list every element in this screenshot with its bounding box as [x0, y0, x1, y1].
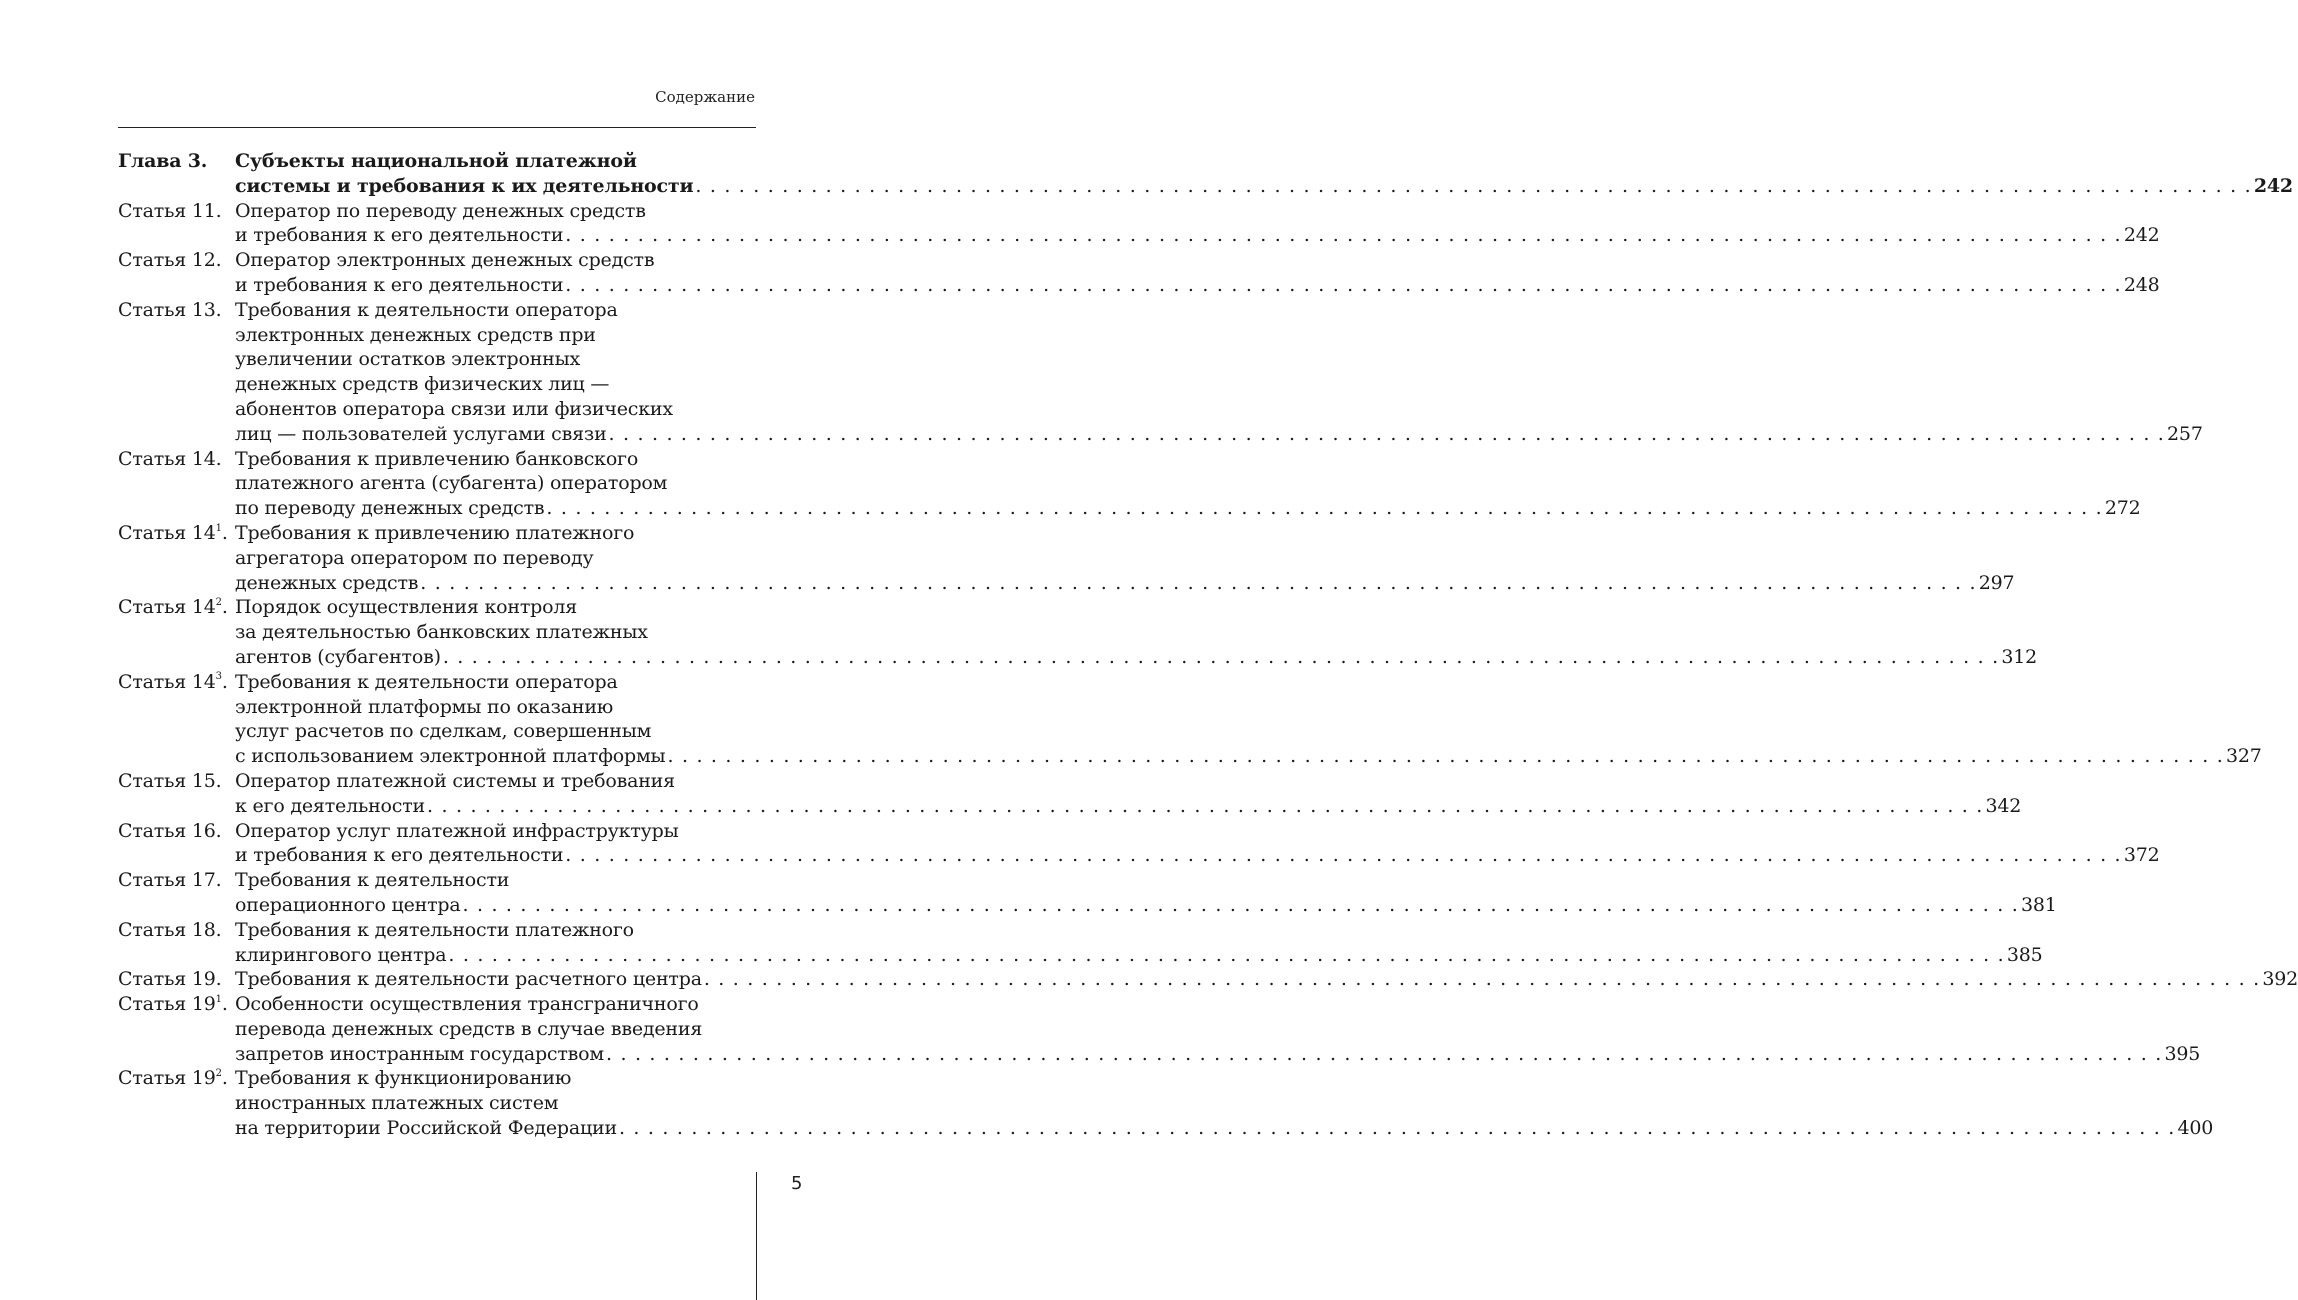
toc-entry-title — [235, 1066, 2214, 1140]
header-rule — [118, 127, 756, 128]
toc-entry-title-line: денежных средств — [235, 571, 419, 594]
toc-entry-title — [235, 868, 2057, 918]
toc-leader-dots — [665, 744, 2226, 769]
toc-leader-dots — [446, 943, 2007, 968]
toc-entry-page: 297 — [1978, 571, 2015, 594]
toc-entry — [118, 670, 2262, 769]
toc-entry — [118, 1066, 2214, 1140]
toc-entry-label-text: Статья 19 — [118, 993, 216, 1016]
toc-entry-title — [235, 248, 2160, 298]
toc-entry-title-line: Оператор электронных денежных средств — [235, 249, 655, 272]
toc-entry-title-line: запретов иностранным государством — [235, 1042, 604, 1065]
toc-entry-title-line: Требования к функционированию — [235, 1067, 572, 1090]
toc-entry-title-line: услуг расчетов по сделкам, совершенным — [235, 720, 652, 743]
toc-entry-title-line: на территории Российской Федерации — [235, 1117, 617, 1140]
toc-entry-title — [235, 967, 2298, 992]
toc-entry-title-line: платежного агента (субагента) оператором — [235, 472, 668, 495]
toc-entry-label: Статья $14^3$. — [118, 670, 228, 693]
toc-entry-page: 372 — [2123, 844, 2160, 867]
toc-entry — [118, 769, 2022, 819]
toc-entry-label: Статья $14^1$. — [118, 521, 228, 544]
toc-entry-label — [118, 149, 235, 199]
page-number: 5 — [791, 1173, 803, 1194]
toc-entry-label-text: Статья 19 — [118, 1067, 216, 1090]
toc-leader-dots — [563, 843, 2124, 868]
toc-entry-title-line: агентов (субагентов) — [235, 645, 441, 668]
toc-entry-page: 395 — [2164, 1042, 2201, 1065]
toc-entry-title — [235, 819, 2160, 869]
toc-entry-label — [118, 918, 235, 968]
toc-entry-label-superscript: 1 — [215, 522, 222, 534]
toc-entry-page: 272 — [2104, 497, 2141, 520]
toc-entry-title-line: клирингового центра — [235, 943, 447, 966]
toc-entry-title-line: и требования к его деятельности — [235, 224, 564, 247]
toc-entry-title — [235, 670, 2262, 769]
toc-entry-title-line: денежных средств физических лиц — — [235, 373, 610, 396]
toc-entry-label-superscript: 2 — [215, 1068, 222, 1080]
toc-entry-title-line: Порядок осуществления контроля — [235, 596, 578, 619]
margin-rule — [756, 1172, 757, 1300]
toc-entry-title — [235, 992, 2201, 1066]
toc-entry — [118, 298, 2203, 447]
toc-entry-title — [235, 447, 2141, 521]
toc-entry-title-line: Требования к деятельности — [235, 869, 510, 892]
toc-entry-page: 400 — [2177, 1117, 2214, 1140]
toc-entry-page: 242 — [2253, 174, 2293, 197]
toc-entry-page: 385 — [2006, 943, 2043, 966]
toc-leader-dots — [461, 893, 2022, 918]
toc-leader-dots — [607, 422, 2168, 447]
toc-entry-title-line: операционного центра — [235, 893, 461, 916]
toc-leader-dots — [563, 223, 2124, 248]
toc-entry-label-text: Статья 16. — [118, 819, 222, 842]
toc-entry — [118, 967, 2298, 992]
toc-entry-label-text: Статья 14 — [118, 521, 216, 544]
toc-leader-dots — [441, 645, 2002, 670]
toc-entry-page: 312 — [2001, 645, 2037, 668]
toc-entry-page: 381 — [2021, 893, 2057, 916]
toc-entry-title-line: Требования к деятельности расчетного центра — [235, 968, 702, 991]
toc-entry-label-text: Статья 14 — [118, 596, 216, 619]
toc-entry-label — [118, 298, 235, 447]
toc-entry-label-text: Статья 14 — [118, 670, 216, 693]
toc-entry-title-line: системы и требования к их деятельности — [235, 174, 694, 197]
toc-entry-title-line: Оператор услуг платежной инфраструктуры — [235, 819, 679, 842]
toc-entry-title-line: к его деятельности — [235, 794, 426, 817]
toc-entry-title — [235, 199, 2160, 249]
toc-entry-title — [235, 918, 2043, 968]
toc-entry-title-line: лиц — пользователей услугами связи — [235, 422, 607, 445]
toc-entry-title — [235, 149, 2293, 199]
table-of-contents — [118, 149, 2298, 1141]
toc-entry-label — [118, 967, 235, 992]
toc-entry-title-line: агрегатора оператором по переводу — [235, 546, 594, 569]
toc-entry-title-line: с использованием электронной платформы — [235, 745, 666, 768]
toc-entry-label — [118, 819, 235, 869]
toc-leader-dots — [693, 174, 2254, 199]
toc-entry-page: 342 — [1985, 794, 2022, 817]
toc-entry-title-line: абонентов оператора связи или физических — [235, 397, 673, 420]
toc-entry — [118, 992, 2201, 1066]
toc-leader-dots — [604, 1042, 2165, 1067]
toc-chapter-entry — [118, 149, 2293, 199]
toc-entry-title — [235, 769, 2022, 819]
toc-entry-label — [118, 199, 235, 249]
toc-entry-title-line: по переводу денежных средств — [235, 497, 545, 520]
toc-entry-page: 248 — [2123, 273, 2160, 296]
toc-entry — [118, 918, 2043, 968]
toc-entry-label-superscript: 1 — [215, 993, 222, 1005]
toc-leader-dots — [563, 273, 2124, 298]
toc-entry-title-line: Субъекты национальной платежной — [235, 150, 637, 172]
toc-entry-title-line: увеличении остатков электронных — [235, 348, 581, 371]
toc-entry — [118, 521, 2015, 595]
toc-entry-title-line: электронной платформы по оказанию — [235, 695, 614, 718]
toc-entry-label-superscript: 3 — [215, 671, 222, 683]
toc-entry-label — [118, 447, 235, 521]
toc-entry-title-line: перевода денежных средств в случае введения — [235, 1017, 703, 1040]
toc-entry-label — [118, 769, 235, 819]
toc-entry-label-text: Статья 15. — [118, 769, 222, 792]
toc-entry — [118, 819, 2160, 869]
toc-entry-title-line: и требования к его деятельности — [235, 273, 564, 296]
toc-entry-title-line: Оператор по переводу денежных средств — [235, 199, 646, 222]
toc-entry — [118, 447, 2141, 521]
toc-entry-label-text: Статья 19. — [118, 968, 222, 991]
toc-entry-page: 242 — [2123, 224, 2160, 247]
toc-entry-title-line: Особенности осуществления трансграничного — [235, 993, 699, 1016]
toc-entry-title-line: за деятельностью банковских платежных — [235, 621, 648, 644]
toc-entry-title-line: Требования к деятельности оператора — [235, 670, 618, 693]
toc-entry-label-text: Статья 12. — [118, 249, 222, 272]
toc-entry-label-superscript: 2 — [215, 597, 222, 609]
toc-entry-page: 327 — [2226, 745, 2262, 768]
toc-entry-label-text: Статья 17. — [118, 869, 222, 892]
toc-entry — [118, 248, 2160, 298]
toc-entry — [118, 199, 2160, 249]
toc-entry-title — [235, 521, 2015, 595]
toc-entry-label-text: Статья 13. — [118, 298, 222, 321]
toc-entry-title-line: Требования к деятельности оператора — [235, 298, 618, 321]
toc-entry-title — [235, 595, 2037, 669]
toc-entry — [118, 868, 2057, 918]
toc-entry-title-line: Требования к привлечению банковского — [235, 447, 639, 470]
toc-entry — [118, 595, 2037, 669]
toc-entry-page: 392 — [2262, 968, 2298, 991]
toc-entry-title — [235, 298, 2203, 447]
toc-entry-label: Статья $19^2$. — [118, 1067, 228, 1090]
toc-entry-label-text: Статья 14. — [118, 447, 222, 470]
toc-entry-label — [118, 248, 235, 298]
toc-entry-title-line: Оператор платежной системы и требования — [235, 769, 675, 792]
toc-entry-label-text: Статья 11. — [118, 199, 222, 222]
toc-leader-dots — [617, 1116, 2178, 1141]
toc-entry-title-line: Требования к привлечению платежного — [235, 521, 635, 544]
toc-leader-dots — [544, 496, 2105, 521]
toc-entry-title-line: и требования к его деятельности — [235, 844, 564, 867]
toc-entry-label-text: Статья 18. — [118, 918, 222, 941]
toc-leader-dots — [702, 967, 2263, 992]
toc-leader-dots — [425, 794, 1986, 819]
toc-leader-dots — [418, 571, 1979, 596]
toc-entry-title-line: электронных денежных средств при — [235, 323, 596, 346]
toc-entry-title-line: иностранных платежных систем — [235, 1092, 559, 1115]
running-head: Содержание — [655, 88, 755, 106]
toc-entry-label: Статья $14^2$. — [118, 596, 228, 619]
toc-entry-label: Статья $19^1$. — [118, 993, 228, 1016]
toc-entry-label — [118, 868, 235, 918]
toc-entry-title-line: Требования к деятельности платежного — [235, 918, 634, 941]
toc-entry-label-text: Глава 3. — [118, 150, 208, 172]
toc-entry-page: 257 — [2167, 422, 2203, 445]
